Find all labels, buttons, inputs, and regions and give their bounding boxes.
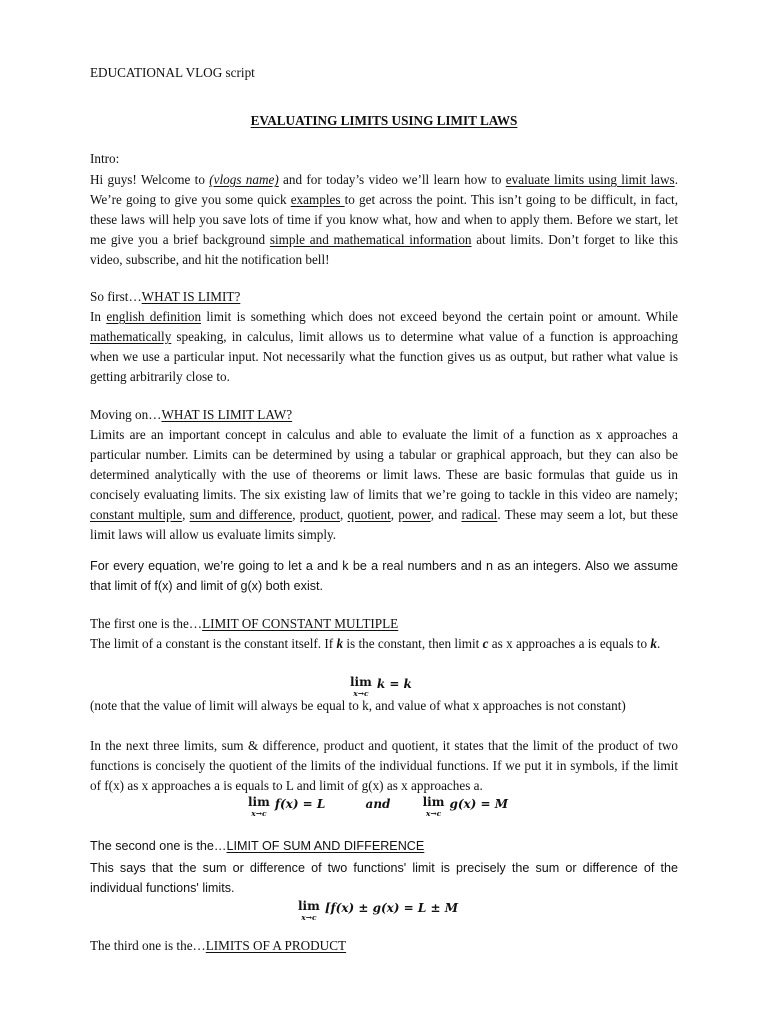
law2-heading: The second one is the…LIMIT OF SUM AND DIFFERENCE bbox=[90, 839, 425, 853]
law3-heading: The third one is the…LIMITS OF A PRODUCT bbox=[90, 938, 347, 953]
law2-paragraph: This says that the sum or difference of two functions' limit is precisely the sum or difference of the individual functions' limits. bbox=[90, 861, 678, 895]
title-text: EVALUATING LIMITS USING LIMIT LAWS bbox=[250, 113, 518, 128]
intro-label: Intro: bbox=[90, 151, 120, 166]
document-top-label: EDUCATIONAL VLOG script bbox=[90, 65, 255, 80]
what-is-limit-law-paragraph: Limits are an important concept in calculus and able to evaluate the limit of a function as x approaches a particular number. Limits can be determined by using a tabular or graphical approach, but they can also be determined analytically with the use of theorems or limit laws. These are basic formulas that guide us in concisely evaluating limits. The six existing law of limits that we’re going to tackle in this video are namely; constant multiple, sum and difference, product, quotient, power, and radical. These may seem a lot, but these limit laws will allow us evaluate limits simply. bbox=[90, 427, 679, 542]
document-title bbox=[90, 113, 678, 129]
what-is-limit-law-heading: Moving on…WHAT IS LIMIT LAW? bbox=[90, 407, 293, 422]
next-three-paragraph: In the next three limits, sum & difference, product and quotient, it states that the limit of the product of two functions is concisely the quotient of the limits of the individual functions. If we put it in symbols, if the limit of f(x) as x approaches a is equals to L and limit of g(x) as x approaches a. bbox=[90, 738, 678, 793]
law1-heading: The first one is the…LIMIT OF CONSTANT MULTIPLE bbox=[90, 616, 399, 631]
law2-equation: lim x→c [f(x) ± g(x) = L ± M bbox=[298, 899, 459, 922]
what-is-limit-paragraph: In english definition limit is something which does not exceed beyond the certain point or amount. While mathematically speaking, in calculus, limit allows us to determine what value of a function is approaching when we use a particular input. Not necessarily what the function gives us as output, but rather what value is getting arbitrarily close to. bbox=[90, 309, 678, 384]
intro-paragraph: Hi guys! Welcome to (vlogs name) and for today’s video we’ll learn how to evaluate limits using limit laws. We’re going to give you some quick examples to get across the point. This isn’t going to be difficult, in fact, these laws will help you save lots of time if you know what, how and when to apply them. Before we start, let me give you a brief background simple and mathematical information about limits. Don’t forget to like this video, subscribe, and hit the notification bell! bbox=[90, 172, 678, 267]
law1-note: (note that the value of limit will always be equal to k, and value of what x approaches is not constant) bbox=[90, 698, 626, 713]
assumption-paragraph: For every equation, we’re going to let a and k be a real numbers and n as an integers. Also we assume that limit of f(x) and limit of g(x) both exist. bbox=[90, 559, 678, 593]
what-is-limit-heading: So first…WHAT IS LIMIT? bbox=[90, 289, 241, 304]
next-three-equation: lim x→c f(x) = L and lim x→c g(x) = M bbox=[248, 795, 509, 818]
vlog-name-placeholder: (vlogs name) bbox=[209, 172, 279, 187]
law1-paragraph: The limit of a constant is the constant itself. If k is the constant, then limit c as x approaches a is equals to k. bbox=[90, 636, 661, 651]
law1-equation: lim x→c k = k bbox=[350, 675, 412, 698]
